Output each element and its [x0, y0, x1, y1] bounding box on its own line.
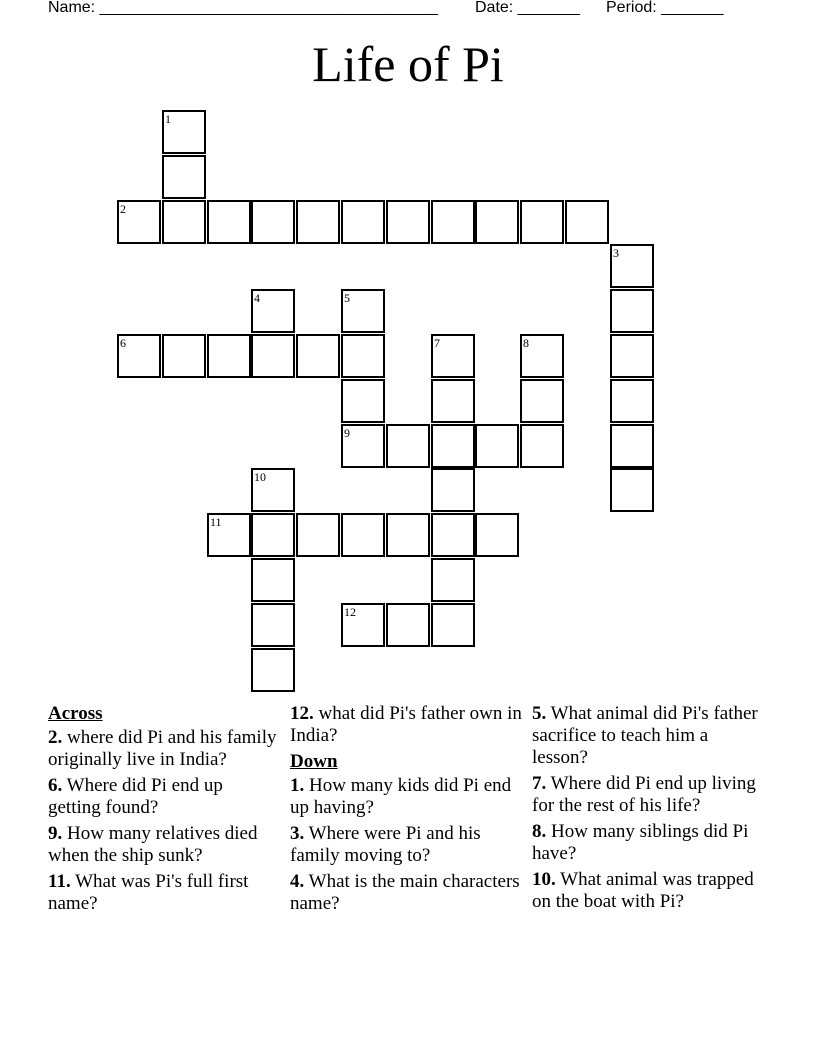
clue-number-5: 5: [344, 291, 350, 305]
page-title: Life of Pi: [312, 36, 504, 92]
clue-number-3: 3: [613, 246, 619, 260]
clue-number-1: 1: [165, 112, 171, 126]
clue-down-8: 8. How many siblings did Pi have?: [532, 821, 749, 864]
crossword-cell: [386, 513, 430, 557]
crossword-cell: [207, 200, 251, 244]
name-field-label: Name: ______________________________________: [48, 0, 438, 16]
crossword-cell: [431, 603, 475, 647]
clue-across-11: 11. What was Pi's full first name?: [48, 871, 249, 914]
crossword-cell: [431, 468, 475, 512]
clue-number-11: 11: [210, 515, 222, 529]
crossword-cell: [386, 200, 430, 244]
crossword-cell: [610, 468, 654, 512]
crossword-cell: [296, 334, 340, 378]
crossword-cell: [251, 648, 295, 692]
clue-down-5: 5. What animal did Pi's father sacrifice to teach him a lesson?: [532, 703, 758, 768]
crossword-cell: [475, 513, 519, 557]
clue-across-12: 12. what did Pi's father own in India?: [290, 703, 522, 746]
crossword-cell: [341, 334, 385, 378]
crossword-cell: [162, 334, 206, 378]
crossword-cell: [251, 334, 295, 378]
crossword-cell: [475, 200, 519, 244]
crossword-cell: [520, 200, 564, 244]
crossword-cell: [162, 200, 206, 244]
crossword-cell: [431, 424, 475, 468]
crossword-cell: [251, 200, 295, 244]
period-field-label: Period: _______: [606, 0, 724, 16]
clue-across-6: 6. Where did Pi end up getting found?: [48, 775, 223, 818]
crossword-cell: [431, 379, 475, 423]
clue-down-7: 7. Where did Pi end up living for the rest of his life?: [532, 773, 756, 816]
crossword-cell: [610, 379, 654, 423]
down-heading: Down: [290, 751, 338, 772]
clue-down-10: 10. What animal was trapped on the boat with Pi?: [532, 869, 754, 912]
clue-number-10: 10: [254, 470, 266, 484]
clue-number-6: 6: [120, 336, 126, 350]
crossword-cell: [520, 424, 564, 468]
clue-number-8: 8: [523, 336, 529, 350]
crossword-cell: [431, 513, 475, 557]
clue-down-4: 4. What is the main characters name?: [290, 871, 520, 914]
clue-number-2: 2: [120, 202, 126, 216]
crossword-cell: [341, 379, 385, 423]
crossword-cell: [386, 424, 430, 468]
crossword-cell: [296, 200, 340, 244]
crossword-cell: [162, 155, 206, 199]
crossword-cell: [610, 334, 654, 378]
clue-number-12: 12: [344, 605, 356, 619]
crossword-cell: [207, 334, 251, 378]
crossword-cell: [341, 200, 385, 244]
clues-column-2: [290, 703, 522, 919]
clue-number-9: 9: [344, 426, 350, 440]
clue-across-9: 9. How many relatives died when the ship sunk?: [48, 823, 258, 866]
clues-column-3: [532, 703, 768, 917]
crossword-cell: [251, 558, 295, 602]
clue-down-1: 1. How many kids did Pi end up having?: [290, 775, 512, 818]
clues-column-1: [48, 703, 280, 919]
crossword-cell: [565, 200, 609, 244]
crossword-cell: [341, 513, 385, 557]
across-heading: Across: [48, 703, 103, 724]
crossword-cell: [296, 513, 340, 557]
crossword-cell: [431, 558, 475, 602]
clue-down-3: 3. Where were Pi and his family moving to?: [290, 823, 481, 866]
crossword-cell: [610, 289, 654, 333]
crossword-cell: [610, 424, 654, 468]
crossword-cell: [251, 513, 295, 557]
crossword-cell: [431, 200, 475, 244]
crossword-cell: [386, 603, 430, 647]
date-field-label: Date: _______: [475, 0, 580, 16]
crossword-cell: [251, 603, 295, 647]
crossword-cell: [475, 424, 519, 468]
crossword-cell: [520, 379, 564, 423]
clue-number-7: 7: [434, 336, 440, 350]
clue-across-2: 2. where did Pi and his family originally live in India?: [48, 727, 277, 770]
clue-number-4: 4: [254, 291, 260, 305]
